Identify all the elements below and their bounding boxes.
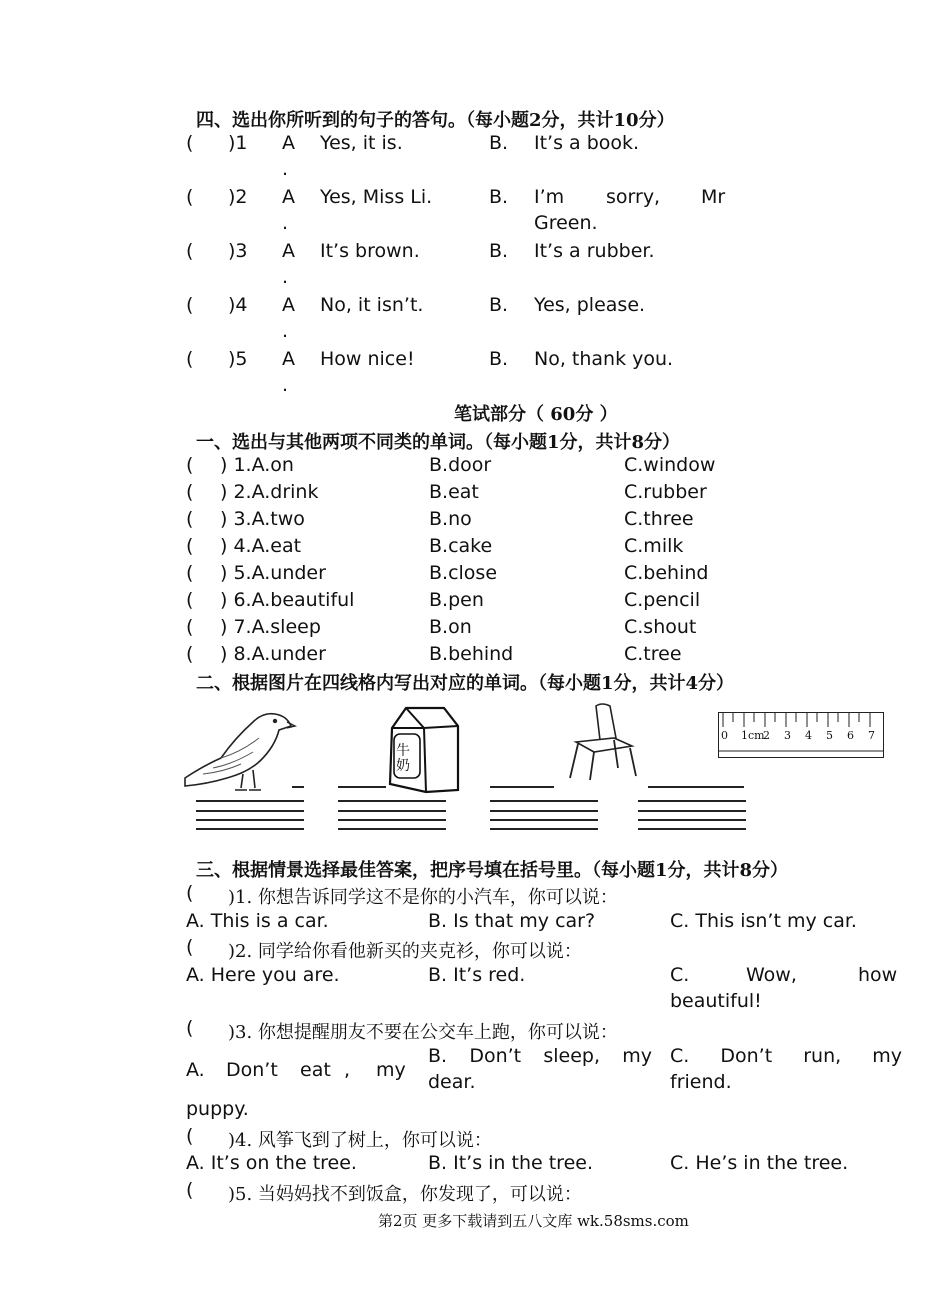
- four-line-grid[interactable]: [638, 800, 746, 830]
- section1-heading: 一、选出与其他两项不同类的单词。（每小题1分，共计8分）: [196, 432, 681, 453]
- answer-paren[interactable]: (: [186, 589, 194, 611]
- ruler-icon: [718, 712, 884, 758]
- q2-option-c-line2: beautiful!: [670, 990, 762, 1012]
- q3-option-a-w5: my: [376, 1059, 406, 1081]
- option-b-label: B.: [489, 240, 509, 262]
- q3-option-b-line2: dear.: [428, 1071, 476, 1093]
- ruler-tick-label: 2: [763, 729, 770, 742]
- option-a-dot: .: [282, 266, 289, 288]
- q3-option-a-w2: Don’t: [226, 1059, 278, 1081]
- section4-heading: 四、选出你所听到的句子的答句。（每小题2分，共计10分）: [196, 110, 675, 131]
- option-b[interactable]: Yes, please.: [534, 294, 646, 316]
- q4-option-b[interactable]: B. It’s in the tree.: [428, 1152, 593, 1174]
- option-b[interactable]: No, thank you.: [534, 348, 674, 370]
- q3-option-a-w4: ,: [344, 1059, 351, 1081]
- four-line-grid[interactable]: [338, 800, 446, 830]
- q3-option-c-line2: friend.: [670, 1071, 732, 1093]
- option-a[interactable]: How nice!: [320, 348, 415, 370]
- section3-heading: 三、根据情景选择最佳答案，把序号填在括号里。（每小题1分，共计8分）: [196, 860, 789, 881]
- q4-paren: (: [186, 1125, 194, 1147]
- option-a[interactable]: Yes, Miss Li.: [320, 186, 433, 208]
- q4-stem: )4. 风筝飞到了树上，你可以说：: [228, 1130, 492, 1151]
- option-b-line2: Green.: [534, 212, 598, 234]
- option-c[interactable]: C.pencil: [624, 589, 701, 611]
- answer-paren[interactable]: (: [186, 535, 194, 557]
- ruler-tick-label: 7: [868, 729, 875, 742]
- q1-stem: )1. 你想告诉同学这不是你的小汽车，你可以说：: [228, 887, 618, 908]
- option-c[interactable]: C.shout: [624, 616, 697, 638]
- q2-option-a[interactable]: A. Here you are.: [186, 964, 340, 986]
- option-b-label: B.: [489, 186, 509, 208]
- option-b-word: sorry,: [606, 186, 661, 208]
- answer-line[interactable]: [648, 786, 744, 788]
- ruler-tick-label: 0: [721, 729, 728, 742]
- option-a[interactable]: ) 7.A.sleep: [220, 616, 321, 638]
- ruler-tick-label: 4: [805, 729, 812, 742]
- answer-line[interactable]: [338, 786, 386, 788]
- q3-option-c[interactable]: C. Don’t run, my: [670, 1045, 902, 1067]
- answer-paren[interactable]: (: [186, 562, 194, 584]
- q4-option-a[interactable]: A. It’s on the tree.: [186, 1152, 357, 1174]
- milk-carton-label: 牛奶: [396, 743, 410, 774]
- q5-stem: )5. 当妈妈找不到饭盒，你发现了，可以说：: [228, 1184, 582, 1205]
- option-c[interactable]: C.three: [624, 508, 694, 530]
- option-b[interactable]: B.behind: [429, 643, 514, 665]
- item-number: )4: [228, 294, 248, 316]
- option-b[interactable]: B.cake: [429, 535, 493, 557]
- answer-paren[interactable]: (: [186, 616, 194, 638]
- item-number: )3: [228, 240, 248, 262]
- ruler-tick-label: 1cm: [741, 729, 765, 742]
- option-b[interactable]: B.eat: [429, 481, 479, 503]
- q1-paren: (: [186, 882, 194, 904]
- option-a[interactable]: It’s brown.: [320, 240, 420, 262]
- option-a-dot: .: [282, 374, 289, 396]
- option-b-label: B.: [489, 294, 509, 316]
- answer-paren[interactable]: (: [186, 240, 194, 262]
- answer-paren[interactable]: (: [186, 454, 194, 476]
- answer-paren[interactable]: (: [186, 294, 194, 316]
- chair-icon: [566, 702, 638, 782]
- option-a-label: A: [282, 348, 295, 370]
- bird-icon: [183, 708, 298, 792]
- option-c[interactable]: C.tree: [624, 643, 682, 665]
- option-a-dot: .: [282, 158, 289, 180]
- answer-line[interactable]: [292, 786, 304, 788]
- q2-option-c-w3: how: [858, 964, 898, 986]
- option-a-label: A: [282, 132, 295, 154]
- option-a[interactable]: ) 4.A.eat: [220, 535, 302, 557]
- option-a[interactable]: Yes, it is.: [320, 132, 403, 154]
- q1-option-b[interactable]: B. Is that my car?: [428, 910, 596, 932]
- item-number: )1: [228, 132, 248, 154]
- written-part-title: 笔试部分（ 60分 ）: [454, 404, 618, 425]
- q3-option-b[interactable]: B. Don’t sleep, my: [428, 1045, 652, 1067]
- option-b-word: Mr: [701, 186, 726, 208]
- q5-paren: (: [186, 1179, 194, 1201]
- answer-paren[interactable]: (: [186, 508, 194, 530]
- option-b[interactable]: B.door: [429, 454, 492, 476]
- option-a[interactable]: No, it isn’t.: [320, 294, 424, 316]
- ruler-tick-label: 6: [847, 729, 854, 742]
- option-a[interactable]: ) 2.A.drink: [220, 481, 319, 503]
- option-a-label: A: [282, 186, 295, 208]
- page-footer: 第2页 更多下载请到五八文库 wk.58sms.com: [378, 1212, 689, 1230]
- option-b[interactable]: B.no: [429, 508, 472, 530]
- item-number: )2: [228, 186, 248, 208]
- q3-stem: )3. 你想提醒朋友不要在公交车上跑，你可以说：: [228, 1022, 618, 1043]
- option-a[interactable]: ) 6.A.beautiful: [220, 589, 355, 611]
- q1-option-c[interactable]: C. This isn’t my car.: [670, 910, 857, 932]
- option-b[interactable]: It’s a rubber.: [534, 240, 655, 262]
- option-a-dot: .: [282, 212, 289, 234]
- q2-option-b[interactable]: B. It’s red.: [428, 964, 526, 986]
- section2-heading: 二、根据图片在四线格内写出对应的单词。（每小题1分，共计4分）: [196, 673, 735, 694]
- option-a-dot: .: [282, 320, 289, 342]
- option-b-label: B.: [489, 132, 509, 154]
- answer-paren[interactable]: (: [186, 132, 194, 154]
- answer-paren[interactable]: (: [186, 481, 194, 503]
- option-b[interactable]: I’m: [534, 186, 565, 208]
- option-a[interactable]: ) 8.A.under: [220, 643, 326, 665]
- q3-option-a-line2: puppy.: [186, 1098, 249, 1120]
- option-b-label: B.: [489, 348, 509, 370]
- option-b[interactable]: It’s a book.: [534, 132, 640, 154]
- q4-option-c[interactable]: C. He’s in the tree.: [670, 1152, 849, 1174]
- ruler-tick-label: 5: [826, 729, 833, 742]
- option-a-label: A: [282, 294, 295, 316]
- option-a[interactable]: ) 5.A.under: [220, 562, 326, 584]
- option-b[interactable]: B.close: [429, 562, 498, 584]
- q2-stem: )2. 同学给你看他新买的夹克衫，你可以说：: [228, 941, 582, 962]
- q2-paren: (: [186, 936, 194, 958]
- q3-paren: (: [186, 1017, 194, 1039]
- q2-option-c-w2: Wow,: [746, 964, 797, 986]
- option-c[interactable]: C.window: [624, 454, 716, 476]
- option-c[interactable]: C.rubber: [624, 481, 707, 503]
- item-number: )5: [228, 348, 248, 370]
- option-c[interactable]: C.milk: [624, 535, 684, 557]
- q1-option-a[interactable]: A. This is a car.: [186, 910, 329, 932]
- ruler-tick-label: 3: [784, 729, 791, 742]
- four-line-grid[interactable]: [196, 800, 304, 830]
- answer-paren[interactable]: (: [186, 186, 194, 208]
- q2-option-c-w1[interactable]: C.: [670, 964, 690, 986]
- option-b[interactable]: B.on: [429, 616, 472, 638]
- option-a-label: A: [282, 240, 295, 262]
- option-a[interactable]: ) 3.A.two: [220, 508, 305, 530]
- q3-option-a-w3: eat: [300, 1059, 331, 1081]
- answer-paren[interactable]: (: [186, 348, 194, 370]
- answer-paren[interactable]: (: [186, 643, 194, 665]
- answer-line[interactable]: [490, 786, 554, 788]
- four-line-grid[interactable]: [490, 800, 598, 830]
- option-b[interactable]: B.pen: [429, 589, 484, 611]
- option-c[interactable]: C.behind: [624, 562, 709, 584]
- option-a[interactable]: ) 1.A.on: [220, 454, 294, 476]
- q3-option-a-w1[interactable]: A.: [186, 1059, 205, 1081]
